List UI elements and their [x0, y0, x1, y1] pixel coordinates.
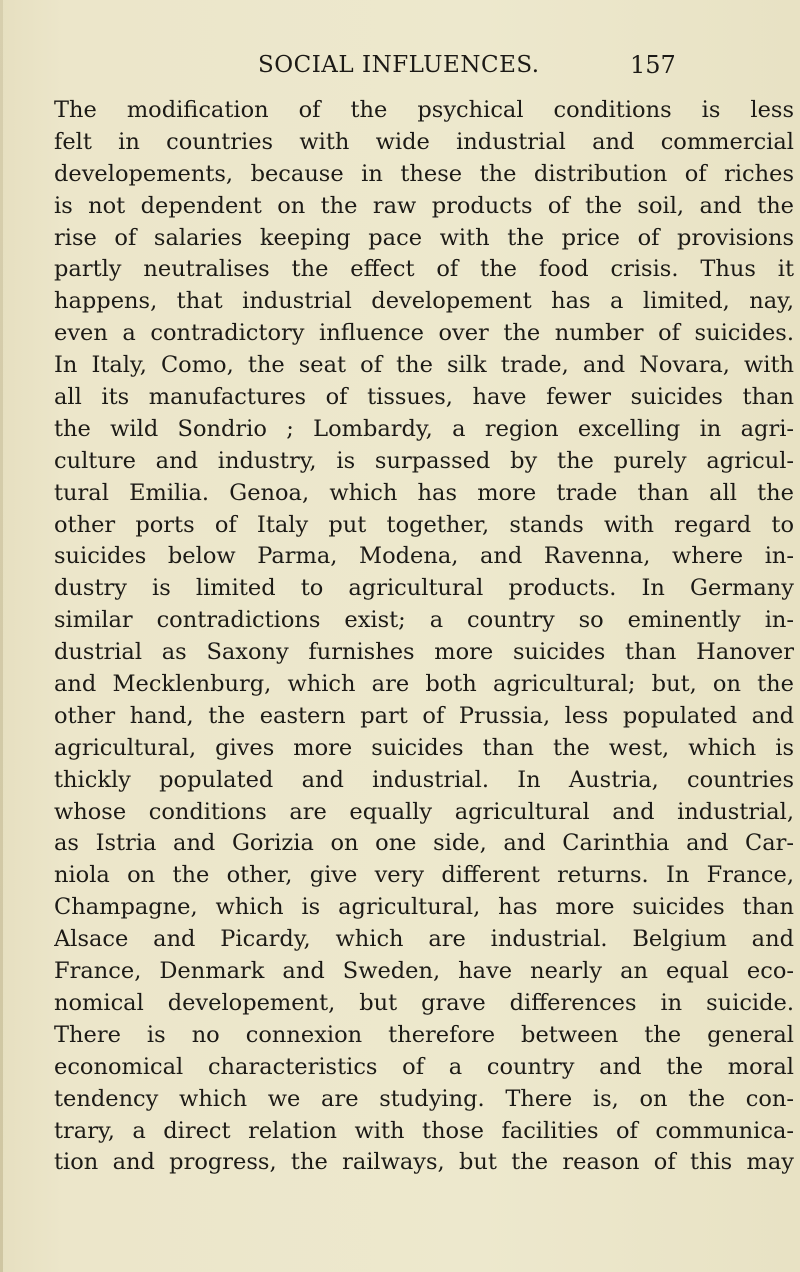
text-line: niola on the other, give very different returns. In France, [54, 862, 794, 889]
text-line: whose conditions are equally agricultural and industrial, [54, 798, 794, 825]
text-line: tion and progress, the railways, but the reason of this may [54, 1149, 794, 1176]
text-line: other ports of Italy put together, stands with regard to [54, 511, 794, 538]
text-line: all its manufactures of tissues, have fewer suicides than [54, 384, 794, 411]
text-line: agricultural, gives more suicides than the west, which is [54, 734, 794, 761]
text-line: developements, because in these the distribution of riches [54, 160, 794, 187]
text-line: the wild Sondrio ; Lombardy, a region excelling in agri- [54, 415, 794, 442]
body-paragraph [54, 95, 794, 1179]
text-line: culture and industry, is surpassed by the purely agricul- [54, 447, 794, 474]
running-head [0, 48, 800, 82]
text-line: partly neutralises the effect of the food crisis. Thus it [54, 256, 794, 283]
text-line: and Mecklenburg, which are both agricultural; but, on the [54, 671, 794, 698]
text-line: as Istria and Gorizia on one side, and Carinthia and Car- [54, 830, 794, 857]
text-line: France, Denmark and Sweden, have nearly an equal eco- [54, 958, 794, 985]
text-line: suicides below Parma, Modena, and Ravenna, where in- [54, 543, 794, 570]
text-line: tendency which we are studying. There is, on the con- [54, 1085, 794, 1112]
text-line: dustrial as Saxony furnishes more suicides than Hanover [54, 639, 794, 666]
text-line: trary, a direct relation with those facilities of communica- [54, 1117, 794, 1144]
text-line: happens, that industrial developement has a limited, nay, [54, 288, 794, 315]
text-line: similar contradictions exist; a country so eminently in- [54, 607, 794, 634]
page-edge-shadow [0, 0, 3, 1272]
text-line: other hand, the eastern part of Prussia, less populated and [54, 702, 794, 729]
text-line: felt in countries with wide industrial and commercial [54, 128, 794, 155]
text-line: In Italy, Como, the seat of the silk trade, and Novara, with [54, 352, 794, 379]
text-line: rise of salaries keeping pace with the price of provisions [54, 224, 794, 251]
text-line: economical characteristics of a country and the moral [54, 1053, 794, 1080]
text-line: There is no connexion therefore between the general [54, 1021, 794, 1048]
running-head-title: SOCIAL INFLUENCES. [258, 52, 540, 78]
text-line: Alsace and Picardy, which are industrial. Belgium and [54, 926, 794, 953]
text-line: dustry is limited to agricultural products. In Germany [54, 575, 794, 602]
text-line: is not dependent on the raw products of the soil, and the [54, 192, 794, 219]
page-number: 157 [630, 51, 676, 79]
text-line: thickly populated and industrial. In Austria, countries [54, 766, 794, 793]
text-line: tural Emilia. Genoa, which has more trade than all the [54, 479, 794, 506]
text-line: The modification of the psychical conditions is less [54, 97, 794, 123]
text-line: Champagne, which is agricultural, has more suicides than [54, 894, 794, 921]
text-line: even a contradictory influence over the number of suicides. [54, 320, 794, 347]
text-line: nomical developement, but grave differences in suicide. [54, 989, 794, 1016]
